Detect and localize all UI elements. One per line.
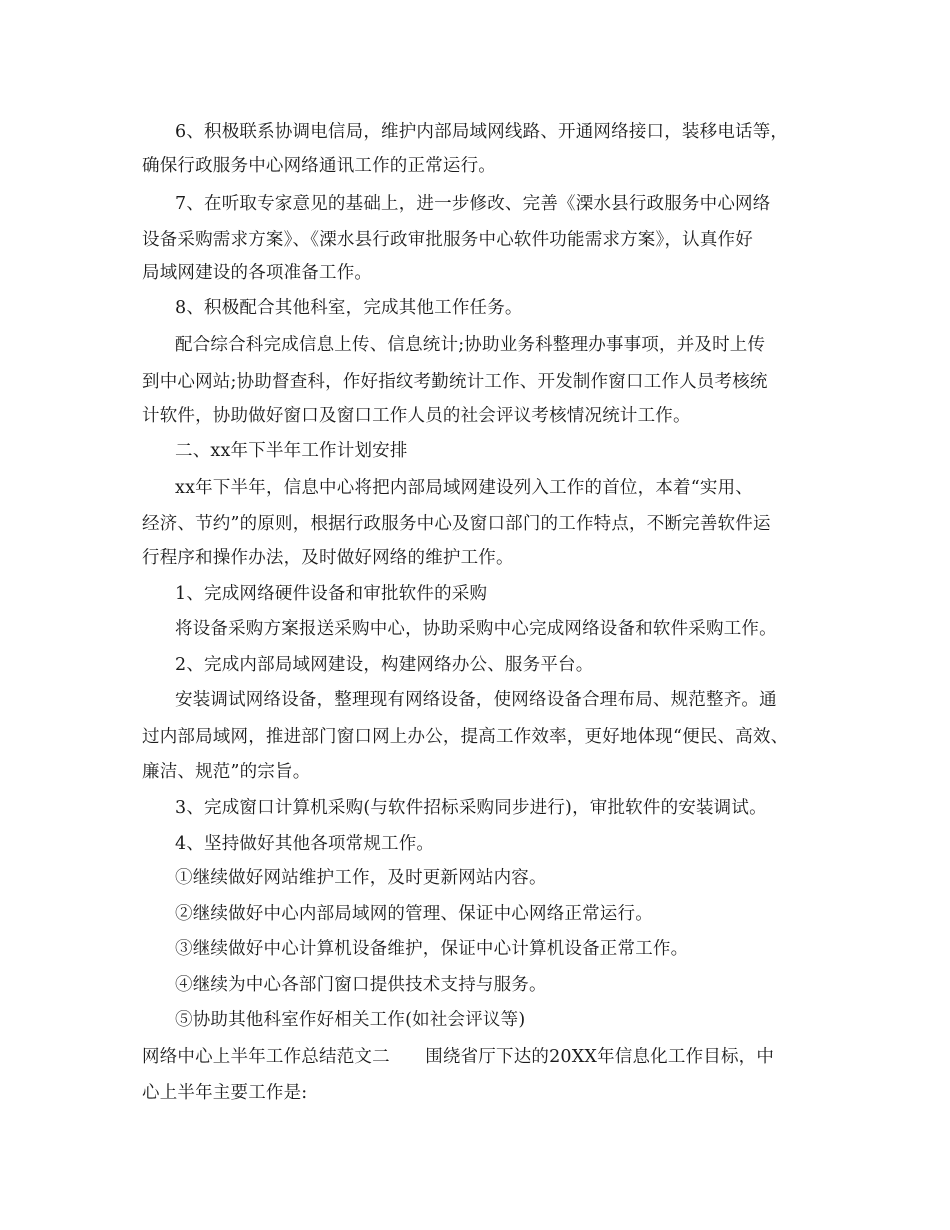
text-line: 2、完成内部局域网建设，构建网络办公、服务平台。 xyxy=(175,655,594,675)
list-item: ④继续为中心各部门窗口提供技术支持与服务。 xyxy=(175,975,547,995)
text-line: 行程序和操作办法，及时做好网络的维护工作。 xyxy=(142,548,514,568)
list-item: ①继续做好网站维护工作，及时更新网站内容。 xyxy=(175,868,547,888)
text-line: 确保行政服务中心网络通讯工作的正常运行。 xyxy=(142,156,496,176)
text-line: 7、在听取专家意见的基础上，进一步修改、完善《溧水县行政服务中心网络 xyxy=(175,194,771,214)
section-heading: 二、xx年下半年工作计划安排 xyxy=(175,441,408,461)
text-line: 过内部局域网，推进部门窗口网上办公，提高工作效率，更好地体现“便民、高效、 xyxy=(142,727,789,747)
text-line: xx年下半年，信息中心将把内部局域网建设列入工作的首位，本着“实用、 xyxy=(175,478,753,498)
text-line: 8、积极配合其他科室，完成其他工作任务。 xyxy=(175,298,523,318)
text-line: 1、完成网络硬件设备和审批软件的采购 xyxy=(175,584,488,604)
text-line: 廉洁、规范”的宗旨。 xyxy=(142,762,311,782)
text-line: 经济、节约”的原则，根据行政服务中心及窗口部门的工作特点，不断完善软件运 xyxy=(142,514,771,534)
list-item: ③继续做好中心计算机设备维护，保证中心计算机设备正常工作。 xyxy=(175,939,689,959)
text-line: 6、积极联系协调电信局，维护内部局域网线路、开通网络接口，装移电话等， xyxy=(175,122,789,142)
text-line: 心上半年主要工作是: xyxy=(142,1083,308,1103)
text-line: 3、完成窗口计算机采购(与软件招标采购同步进行)，审批软件的安装调试。 xyxy=(175,798,767,818)
text-line: 配合综合科完成信息上传、信息统计;协助业务科整理办事事项，并及时上传 xyxy=(175,335,766,355)
list-item: ⑤协助其他科室作好相关工作(如社会评议等) xyxy=(175,1010,526,1030)
text-line: 将设备采购方案报送采购中心，协助采购中心完成网络设备和软件采购工作。 xyxy=(175,619,777,639)
text-line: 设备采购需求方案》、《溧水县行政审批服务中心软件功能需求方案》，认真作好 xyxy=(142,230,753,250)
text-line: 4、坚持做好其他各项常规工作。 xyxy=(175,834,435,854)
text-line: 到中心网站;协助督查科，作好指纹考勤统计工作、开发制作窗口工作人员考核统 xyxy=(142,372,768,392)
text-line: 安装调试网络设备，整理现有网络设备，使网络设备合理布局、规范整齐。通 xyxy=(175,690,777,710)
text-line: 计软件，协助做好窗口及窗口工作人员的社会评议考核情况统计工作。 xyxy=(142,406,691,426)
text-line: 局域网建设的各项准备工作。 xyxy=(142,263,373,283)
list-item: ②继续做好中心内部局域网的管理、保证中心网络正常运行。 xyxy=(175,904,653,924)
text-line: 网络中心上半年工作总结范文二 围绕省厅下达的20XX年信息化工作目标，中 xyxy=(142,1047,775,1067)
